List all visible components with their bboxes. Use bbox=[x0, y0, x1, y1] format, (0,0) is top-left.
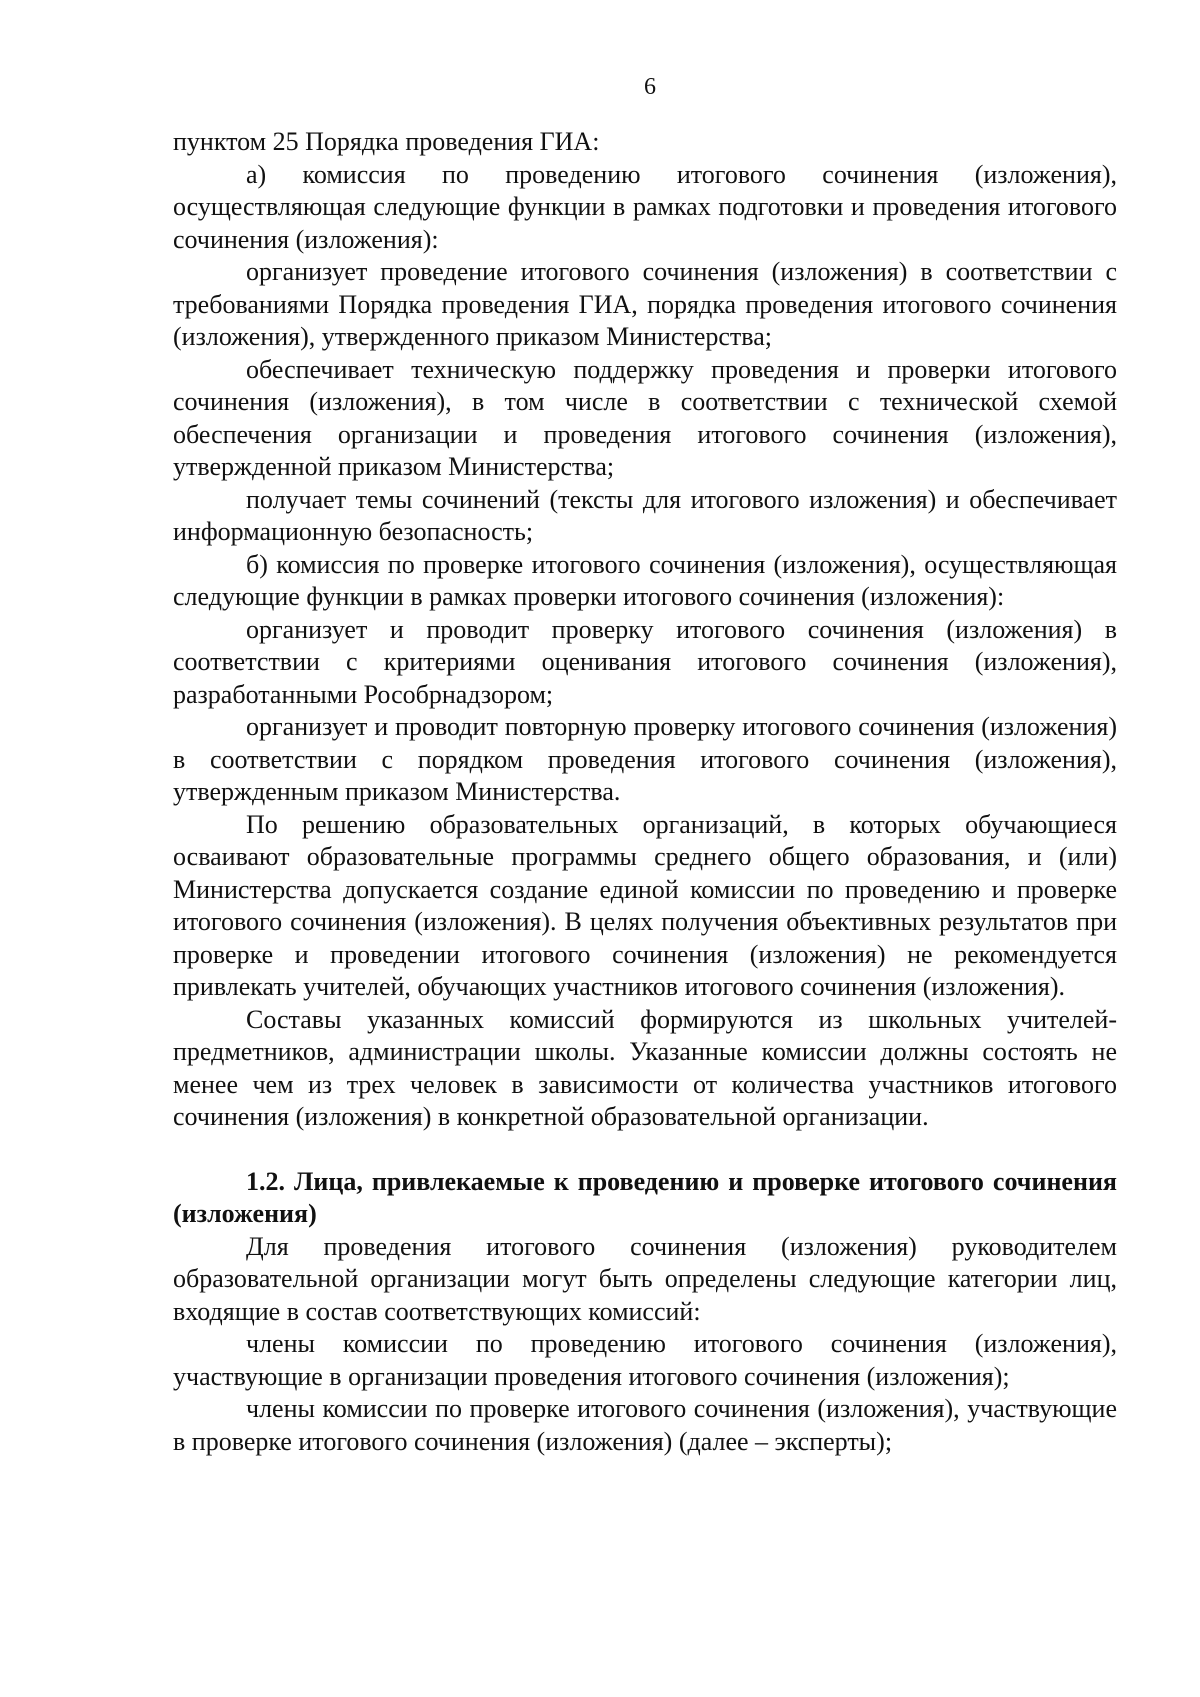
paragraph-check-members: члены комиссии по проверке итогового сочинения (изложения), участвующие в проверке итогового сочинения (изложения) (далее – эксперты); bbox=[173, 1394, 1117, 1456]
page-number: 6 bbox=[644, 74, 656, 100]
paragraph-continuation: пунктом 25 Порядка проведения ГИА: bbox=[173, 127, 600, 156]
section-heading: 1.2. Лица, привлекаемые к проведению и проверке итогового сочинения (изложения) bbox=[173, 1166, 1117, 1228]
document-body bbox=[173, 126, 1117, 1458]
paragraph-commission-composition: Составы указанных комиссий формируются из школьных учителей-предметников, администрации школы. Указанные комиссии должны состоять не менее чем из трех человек в зависимости от количества участников итогового сочинения (изложения) в конкретной образовательной организации. bbox=[173, 1004, 1117, 1131]
paragraph-organizes-conduct: организует проведение итогового сочинения (изложения) в соответствии с требованиями Порядка проведения ГИА, порядка проведения итогового сочинения (изложения), утвержденного приказом Министерства; bbox=[173, 257, 1117, 351]
paragraph-technical-support: обеспечивает техническую поддержку проведения и проверки итогового сочинения (изложения), в том числе в соответствии с технической схемой обеспечения организации и проведения итогового сочинения (изложения), утвержденной приказом Министерства; bbox=[173, 354, 1117, 481]
paragraph-organizes-check: организует и проводит проверку итогового сочинения (изложения) в соответствии с критериями оценивания итогового сочинения (изложения), разработанными Рособрнадзором; bbox=[173, 614, 1117, 709]
paragraph-commission-conduct: а) комиссия по проведению итогового сочинения (изложения), осуществляющая следующие функции в рамках подготовки и проведения итогового сочинения (изложения): bbox=[173, 159, 1117, 254]
paragraph-categories-intro: Для проведения итогового сочинения (изложения) руководителем образовательной организации могут быть определены следующие категории лиц, входящие в состав соответствующих комиссий: bbox=[173, 1231, 1117, 1326]
paragraph-unified-commission: По решению образовательных организаций, в которых обучающиеся осваивают образовательные программы среднего общего образования, и (или) Министерства допускается создание единой комиссии по проведению и проверке итогового сочинения (изложения). В целях получения объективных результатов при проверке и проведении итогового сочинения (изложения) не рекомендуется привлекать учителей, обучающих участников итогового сочинения (изложения). bbox=[173, 809, 1117, 1001]
paragraph-repeat-check: организует и проводит повторную проверку итогового сочинения (изложения) в соответствии с порядком проведения итогового сочинения (изложения), утвержденным приказом Министерства. bbox=[173, 712, 1117, 806]
paragraph-commission-check: б) комиссия по проверке итогового сочинения (изложения), осуществляющая следующие функции в рамках проверки итогового сочинения (изложения): bbox=[173, 549, 1117, 611]
paragraph-conduct-members: члены комиссии по проведению итогового сочинения (изложения), участвующие в организации проведения итогового сочинения (изложения); bbox=[173, 1329, 1117, 1391]
paragraph-receives-topics: получает темы сочинений (тексты для итогового изложения) и обеспечивает информационную безопасность; bbox=[173, 484, 1117, 546]
